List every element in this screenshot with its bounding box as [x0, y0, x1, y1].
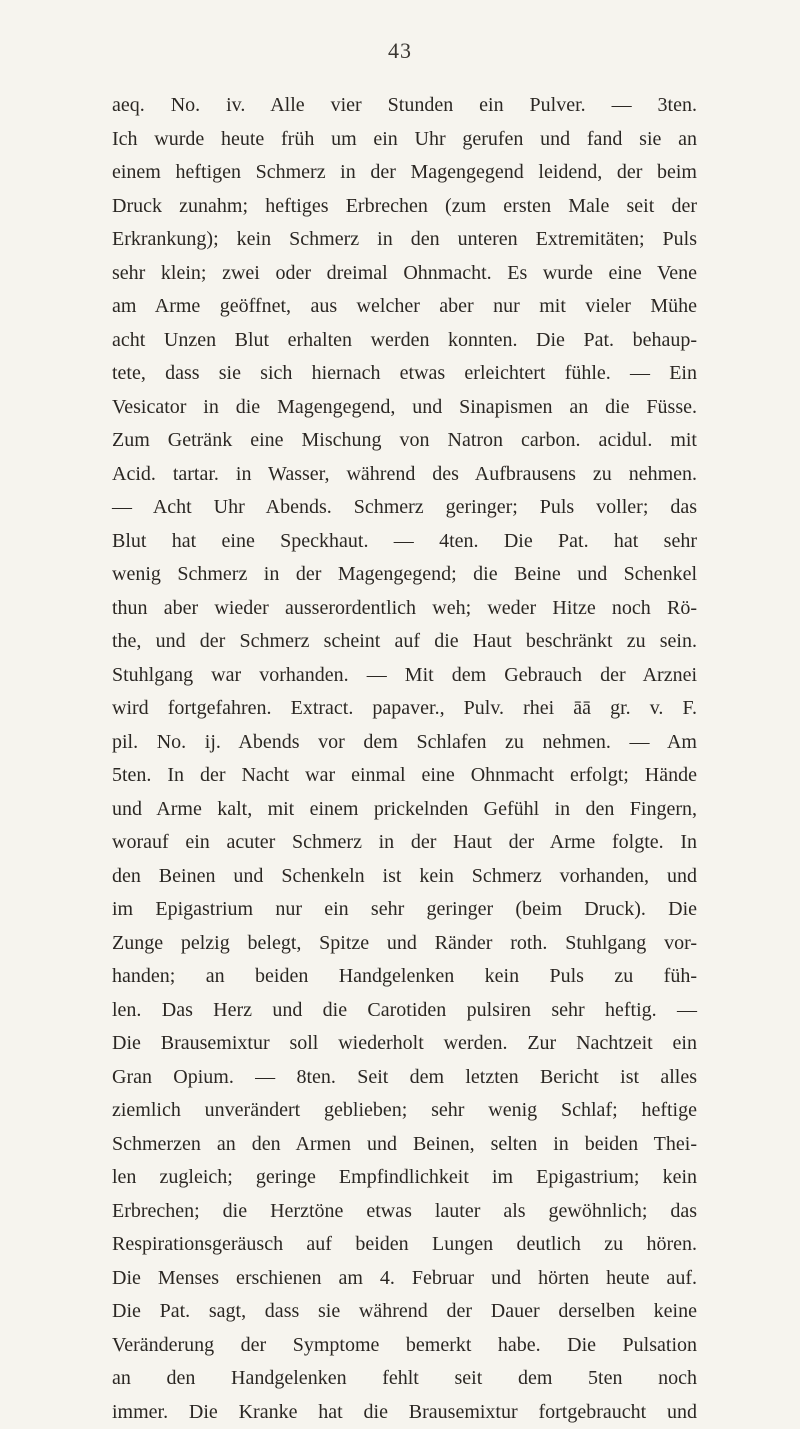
page-number: 43: [0, 38, 800, 64]
text-line: Zum Getränk eine Mischung von Natron carbon. acidul. mit: [112, 424, 697, 458]
text-line: the, und der Schmerz scheint auf die Haut beschränkt zu sein.: [112, 625, 697, 659]
text-line: Ich wurde heute früh um ein Uhr gerufen und fand sie an: [112, 123, 697, 157]
text-line: Stuhlgang war vorhanden. — Mit dem Gebrauch der Arznei: [112, 659, 697, 693]
text-line: Veränderung der Symptome bemerkt habe. Die Pulsation: [112, 1329, 697, 1363]
text-line: an den Handgelenken fehlt seit dem 5ten noch: [112, 1362, 697, 1396]
text-line: ziemlich unverändert geblieben; sehr wenig Schlaf; heftige: [112, 1094, 697, 1128]
text-line: aeq. No. iv. Alle vier Stunden ein Pulver. — 3ten.: [112, 89, 697, 123]
text-line: den Beinen und Schenkeln ist kein Schmerz vorhanden, und: [112, 860, 697, 894]
text-line: und Arme kalt, mit einem prickelnden Gefühl in den Fingern,: [112, 793, 697, 827]
text-line: Respirationsgeräusch auf beiden Lungen deutlich zu hören.: [112, 1228, 697, 1262]
text-line: Druck zunahm; heftiges Erbrechen (zum ersten Male seit der: [112, 190, 697, 224]
text-line: wenig Schmerz in der Magengegend; die Beine und Schenkel: [112, 558, 697, 592]
text-line: len zugleich; geringe Empfindlichkeit im Epigastrium; kein: [112, 1161, 697, 1195]
text-line: Erkrankung); kein Schmerz in den unteren Extremitäten; Puls: [112, 223, 697, 257]
text-line: Die Brausemixtur soll wiederholt werden. Zur Nachtzeit ein: [112, 1027, 697, 1061]
text-line: 5ten. In der Nacht war einmal eine Ohnmacht erfolgt; Hände: [112, 759, 697, 793]
text-line: Die Menses erschienen am 4. Februar und hörten heute auf.: [112, 1262, 697, 1296]
text-line: pil. No. ij. Abends vor dem Schlafen zu nehmen. — Am: [112, 726, 697, 760]
text-line: Blut hat eine Speckhaut. — 4ten. Die Pat. hat sehr: [112, 525, 697, 559]
text-line: acht Unzen Blut erhalten werden konnten. Die Pat. behaup-: [112, 324, 697, 358]
text-line: thun aber wieder ausserordentlich weh; weder Hitze noch Rö-: [112, 592, 697, 626]
text-line: Acid. tartar. in Wasser, während des Aufbrausens zu nehmen.: [112, 458, 697, 492]
text-line: Erbrechen; die Herztöne etwas lauter als gewöhnlich; das: [112, 1195, 697, 1229]
text-line: worauf ein acuter Schmerz in der Haut der Arme folgte. In: [112, 826, 697, 860]
text-line: Zunge pelzig belegt, Spitze und Ränder roth. Stuhlgang vor-: [112, 927, 697, 961]
text-line: Gran Opium. — 8ten. Seit dem letzten Bericht ist alles: [112, 1061, 697, 1095]
text-line: — Acht Uhr Abends. Schmerz geringer; Puls voller; das: [112, 491, 697, 525]
text-line: Schmerzen an den Armen und Beinen, selten in beiden Thei-: [112, 1128, 697, 1162]
text-line: len. Das Herz und die Carotiden pulsiren sehr heftig. —: [112, 994, 697, 1028]
text-line: Vesicator in die Magengegend, und Sinapismen an die Füsse.: [112, 391, 697, 425]
text-line: wird fortgefahren. Extract. papaver., Pulv. rhei āā gr. v. F.: [112, 692, 697, 726]
text-line: im Epigastrium nur ein sehr geringer (beim Druck). Die: [112, 893, 697, 927]
text-line: Die Pat. sagt, dass sie während der Dauer derselben keine: [112, 1295, 697, 1329]
text-line: sehr klein; zwei oder dreimal Ohnmacht. Es wurde eine Vene: [112, 257, 697, 291]
text-line: tete, dass sie sich hiernach etwas erleichtert fühle. — Ein: [112, 357, 697, 391]
text-line: immer. Die Kranke hat die Brausemixtur fortgebraucht und: [112, 1396, 697, 1429]
text-line: handen; an beiden Handgelenken kein Puls zu füh-: [112, 960, 697, 994]
text-line: am Arme geöffnet, aus welcher aber nur mit vieler Mühe: [112, 290, 697, 324]
body-text: [112, 89, 697, 1429]
text-line: einem heftigen Schmerz in der Magengegend leidend, der beim: [112, 156, 697, 190]
